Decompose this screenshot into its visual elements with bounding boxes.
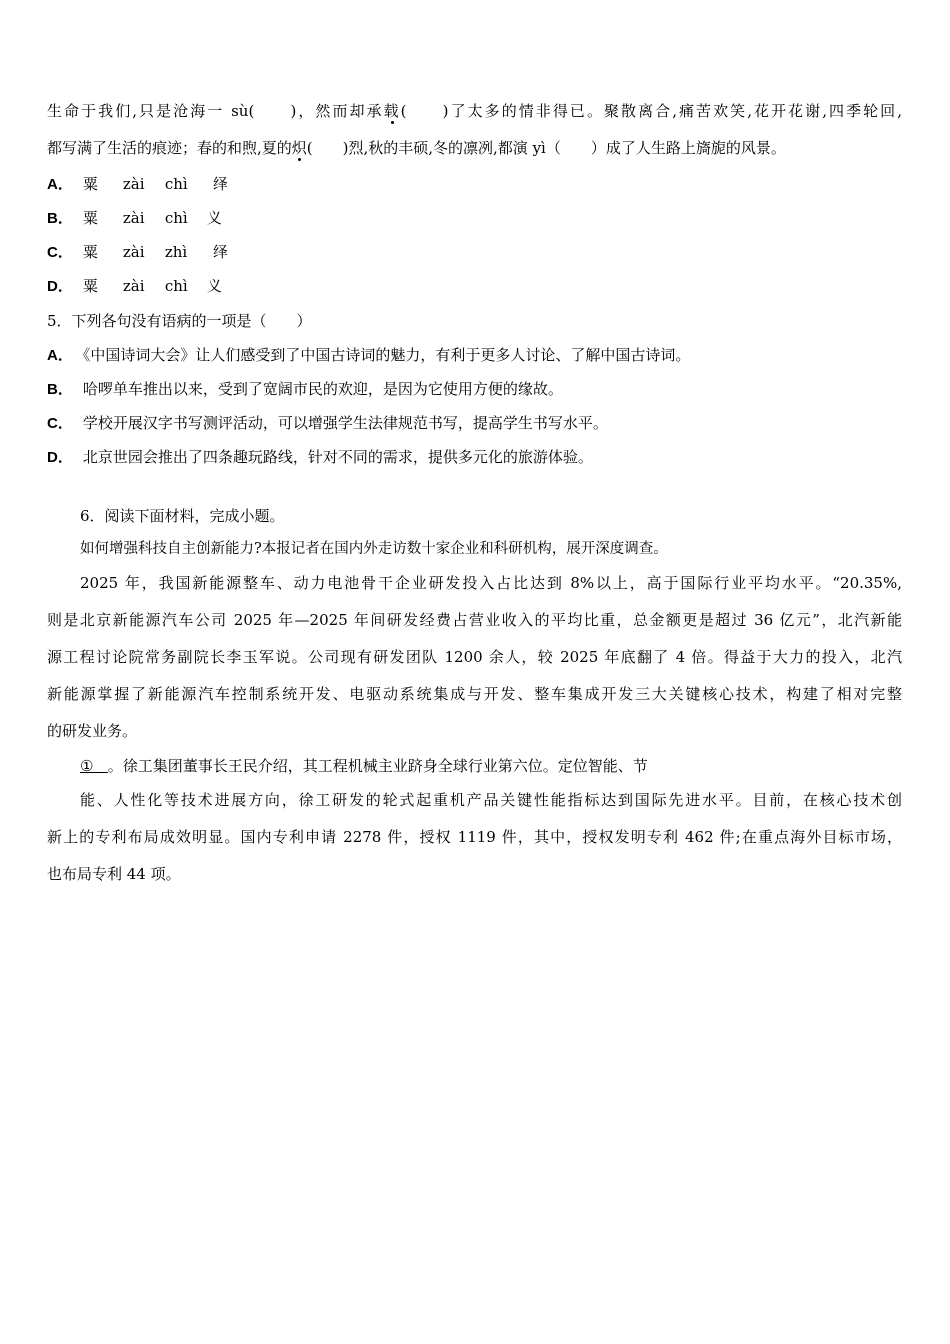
q4-option-c[interactable]: [47, 242, 228, 263]
q4-option-b[interactable]: [47, 208, 222, 229]
option-pinyin: chì: [164, 209, 188, 227]
option-char: 粟: [82, 243, 98, 261]
q4-line1-part1: 生命于我们,只是沧海一 sù( )，然而却承: [47, 102, 384, 120]
option-char: 绎: [212, 175, 228, 193]
q6-stem: 6．阅读下面材料，完成小题。: [80, 507, 285, 525]
q4-line2-dotted-char: 炽: [291, 139, 307, 157]
option-pinyin: zài: [122, 243, 145, 261]
option-label: B．: [47, 210, 73, 227]
option-pinyin: zài: [122, 175, 145, 193]
q5-option-d[interactable]: [47, 447, 593, 468]
option-pinyin: zài: [122, 277, 145, 295]
option-text: 哈啰单车推出以来，受到了宽阔市民的欢迎，是因为它使用方便的缘故。: [82, 380, 563, 398]
q6-intro: 如何增强科技自主创新能力?本报记者在国内外走访数十家企业和科研机构，展开深度调查。: [80, 541, 668, 557]
q4-line2-part2: ( )烈,秋的丰硕,冬的凛冽,都演 yì（ ）成了人生路上旖旎的风景。: [306, 139, 786, 157]
option-char: 粟: [82, 175, 98, 193]
q6-p2-first-text: 。徐工集团董事长王民介绍，其工程机械主业跻身全球行业第六位。定位智能、节: [107, 757, 648, 775]
q4-line1-part2: ( )了太多的情非得已。聚散离合,痛苦欢笑,花开花谢,四季轮回,: [400, 102, 902, 120]
option-label: B．: [47, 381, 73, 398]
option-label: C．: [47, 244, 73, 261]
option-label: A．: [47, 176, 73, 193]
fill-blank[interactable]: [80, 756, 108, 776]
option-label: A．: [47, 347, 73, 364]
q4-passage-line-1: [47, 101, 902, 121]
option-pinyin: chì: [164, 277, 188, 295]
option-text: 学校开展汉字书写测评活动，可以增强学生法律规范书写，提高学生书写水平。: [82, 414, 608, 432]
blank-number: ①: [80, 757, 94, 775]
q6-p1-line-1: 2025 年，我国新能源整车、动力电池骨干企业研发投入占比达到 8%以上，高于国际行业平均水平。“20.35%,: [80, 574, 902, 592]
option-char: 粟: [82, 277, 98, 295]
q4-line2-part1: 都写满了生活的痕迹；春的和煦,夏的: [47, 139, 292, 157]
option-pinyin: chì: [164, 175, 188, 193]
q5-option-a[interactable]: [47, 345, 690, 366]
q6-p1-line-5: 的研发业务。: [47, 722, 138, 740]
option-text: 《中国诗词大会》让人们感受到了中国古诗词的魅力，有利于更多人讨论、了解中国古诗词。: [82, 346, 691, 364]
q5-option-c[interactable]: [47, 413, 608, 434]
option-label: C．: [47, 415, 73, 432]
option-pinyin: zài: [122, 209, 145, 227]
q6-p1-line-4: 新能源掌握了新能源汽车控制系统开发、电驱动系统集成与开发、整车集成开发三大关键核心技术，构建了相对完整: [47, 685, 902, 703]
q6-p2-line-2: 能、人性化等技术进展方向，徐工研发的轮式起重机产品关键性能指标达到国际先进水平。目前，在核心技术创: [80, 791, 902, 809]
option-char: 粟: [82, 209, 98, 227]
option-pinyin: zhì: [164, 243, 188, 261]
q5-option-b[interactable]: [47, 379, 563, 400]
q4-option-a[interactable]: [47, 174, 228, 195]
q6-p2-line-3: 新上的专利布局成效明显。国内专利申请 2278 件，授权 1119 件，其中，授权发明专利 462 件;在重点海外目标市场，: [47, 828, 902, 846]
q6-p1-line-3: 源工程讨论院常务副院长李玉军说。公司现有研发团队 1200 余人，较 2025 年底翻了 4 倍。得益于大力的投入，北汽: [47, 648, 902, 666]
q5-stem: 5．下列各句没有语病的一项是（ ）: [47, 312, 312, 330]
q6-p1-line-2: 则是北京新能源汽车公司 2025 年—2025 年间研发经费占营业收入的平均比重，总金额更是超过 36 亿元”，北汽新能: [47, 611, 902, 629]
option-char: 义: [206, 277, 222, 295]
option-label: D．: [47, 449, 73, 466]
q4-line1-dotted-char: 载: [383, 102, 401, 120]
q6-p2-line-4: 也布局专利 44 项。: [47, 865, 181, 883]
q6-p2-first-line: [80, 756, 648, 776]
q4-passage-line-2: [47, 138, 786, 158]
option-label: D．: [47, 278, 73, 295]
option-char: 义: [206, 209, 222, 227]
q4-option-d[interactable]: [47, 276, 222, 297]
option-text: 北京世园会推出了四条趣玩路线，针对不同的需求，提供多元化的旅游体验。: [82, 448, 593, 466]
option-char: 绎: [212, 243, 228, 261]
